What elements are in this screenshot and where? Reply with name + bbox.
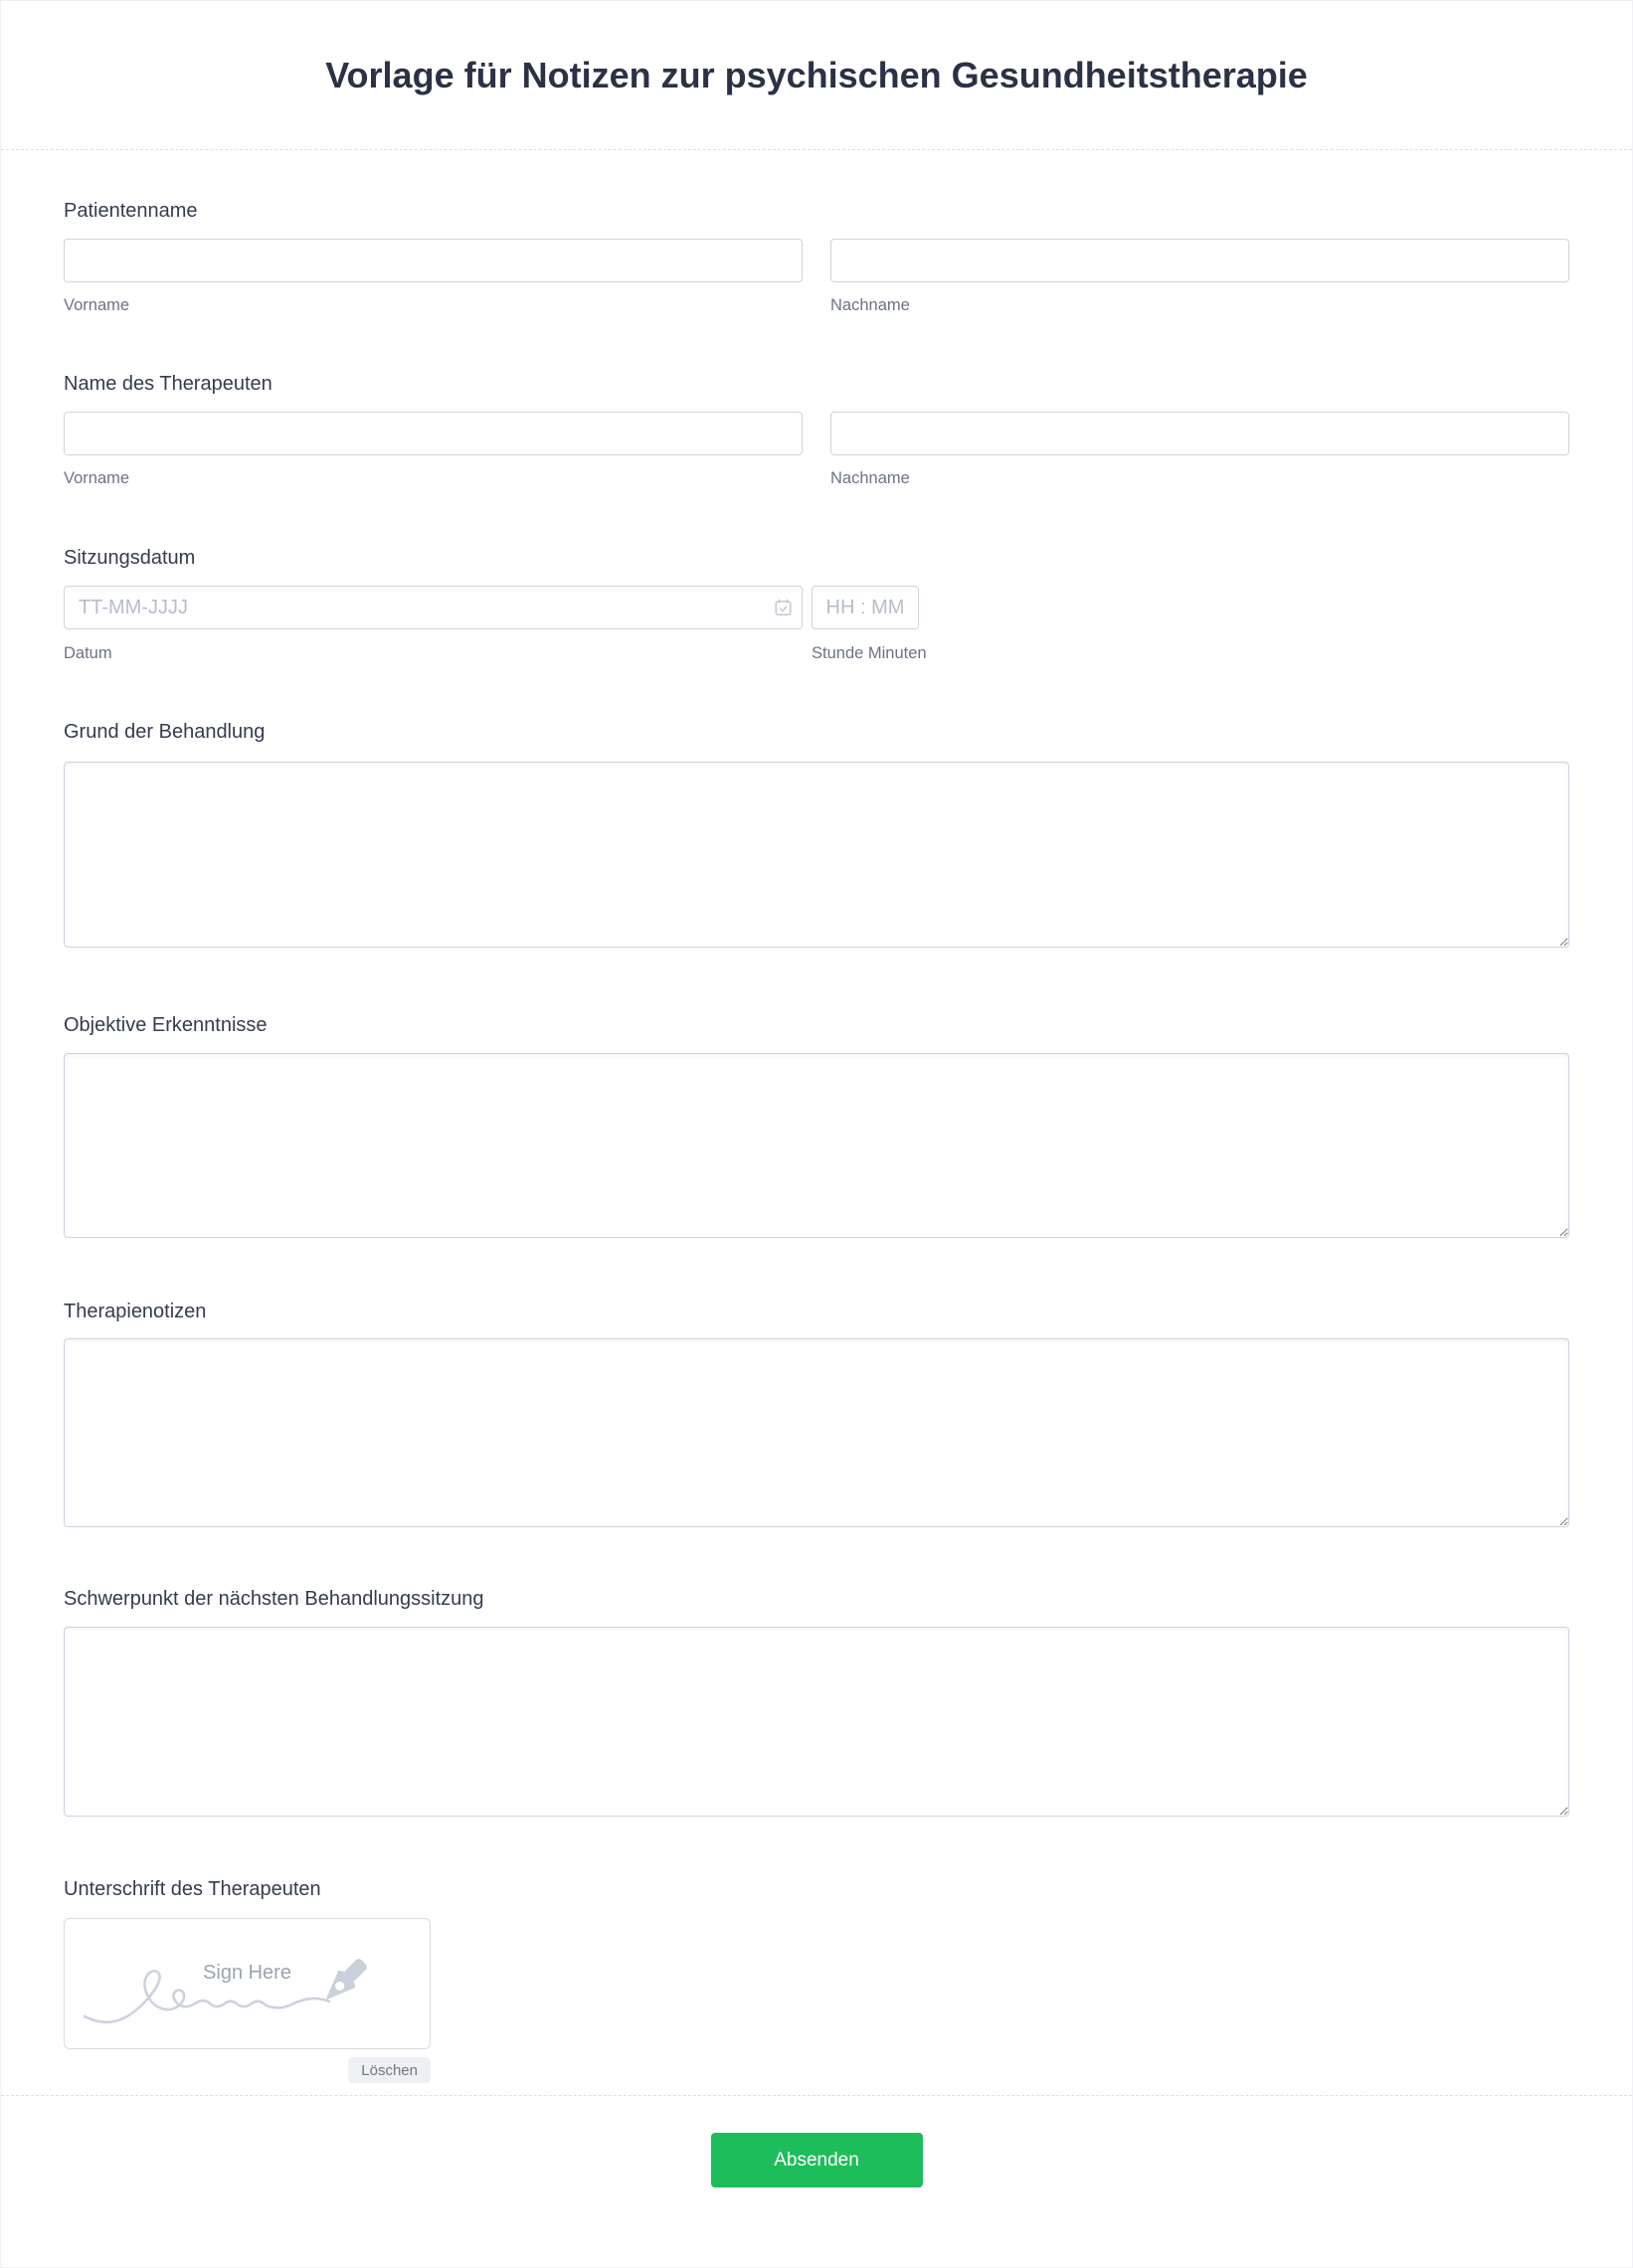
question-therapist-name bbox=[64, 372, 1569, 488]
next-session-focus-textarea[interactable] bbox=[64, 1627, 1569, 1817]
signature-pad[interactable] bbox=[64, 1918, 431, 2049]
patient-last-name-sublabel: Nachname bbox=[830, 296, 910, 314]
treatment-reason-textarea[interactable] bbox=[64, 762, 1569, 948]
question-therapy-notes bbox=[64, 1300, 1569, 1527]
session-time-input[interactable] bbox=[812, 586, 919, 629]
therapist-first-name-input[interactable] bbox=[64, 412, 803, 455]
sign-here-hint: Sign Here bbox=[203, 1962, 291, 1984]
page-title: Vorlage für Notizen zur psychischen Gesundheitstherapie bbox=[325, 54, 1308, 95]
form-footer bbox=[1, 2096, 1632, 2187]
therapist-first-name-col bbox=[64, 412, 803, 488]
therapist-name-row bbox=[64, 412, 1569, 488]
therapist-last-name-input[interactable] bbox=[830, 412, 1569, 455]
question-next-session-focus bbox=[64, 1587, 1569, 1817]
signature-wrap bbox=[64, 1918, 431, 2079]
form-body bbox=[1, 199, 1632, 2079]
calendar-icon[interactable] bbox=[774, 599, 793, 617]
question-signature bbox=[64, 1877, 1569, 2079]
session-time-col bbox=[812, 586, 927, 663]
time-sublabel: Stunde Minuten bbox=[812, 644, 927, 662]
question-session-date bbox=[64, 546, 1569, 663]
therapist-last-name-col bbox=[830, 412, 1569, 488]
form-header bbox=[1, 1, 1632, 150]
patient-first-name-sublabel: Vorname bbox=[64, 296, 130, 314]
date-sublabel: Datum bbox=[64, 644, 112, 662]
next-session-focus-label: Schwerpunkt der nächsten Behandlungssitzung bbox=[64, 1588, 484, 1610]
therapy-notes-textarea[interactable] bbox=[64, 1338, 1569, 1527]
objective-findings-label: Objektive Erkenntnisse bbox=[64, 1014, 268, 1036]
therapist-first-name-sublabel: Vorname bbox=[64, 469, 130, 487]
therapist-last-name-sublabel: Nachname bbox=[830, 469, 910, 487]
signature-label: Unterschrift des Therapeuten bbox=[64, 1878, 321, 1900]
session-date-label: Sitzungsdatum bbox=[64, 547, 196, 569]
signature-placeholder-art bbox=[65, 1919, 432, 2050]
date-input-wrap bbox=[64, 586, 803, 629]
patient-first-name-input[interactable] bbox=[64, 239, 803, 282]
patient-name-row bbox=[64, 239, 1569, 315]
session-date-row bbox=[64, 586, 1569, 663]
patient-first-name-col bbox=[64, 239, 803, 315]
patient-name-label: Patientenname bbox=[64, 200, 198, 222]
therapist-name-label: Name des Therapeuten bbox=[64, 373, 272, 395]
question-treatment-reason bbox=[64, 720, 1569, 948]
question-objective-findings bbox=[64, 1013, 1569, 1238]
session-date-input[interactable] bbox=[64, 586, 803, 629]
therapy-notes-label: Therapienotizen bbox=[64, 1301, 207, 1322]
patient-last-name-col bbox=[830, 239, 1569, 315]
session-date-col bbox=[64, 586, 803, 663]
treatment-reason-label: Grund der Behandlung bbox=[64, 721, 266, 743]
question-patient-name bbox=[64, 199, 1569, 315]
patient-last-name-input[interactable] bbox=[830, 239, 1569, 282]
signature-clear-button[interactable]: Löschen bbox=[348, 2057, 431, 2083]
submit-button[interactable]: Absenden bbox=[711, 2133, 923, 2187]
objective-findings-textarea[interactable] bbox=[64, 1053, 1569, 1238]
